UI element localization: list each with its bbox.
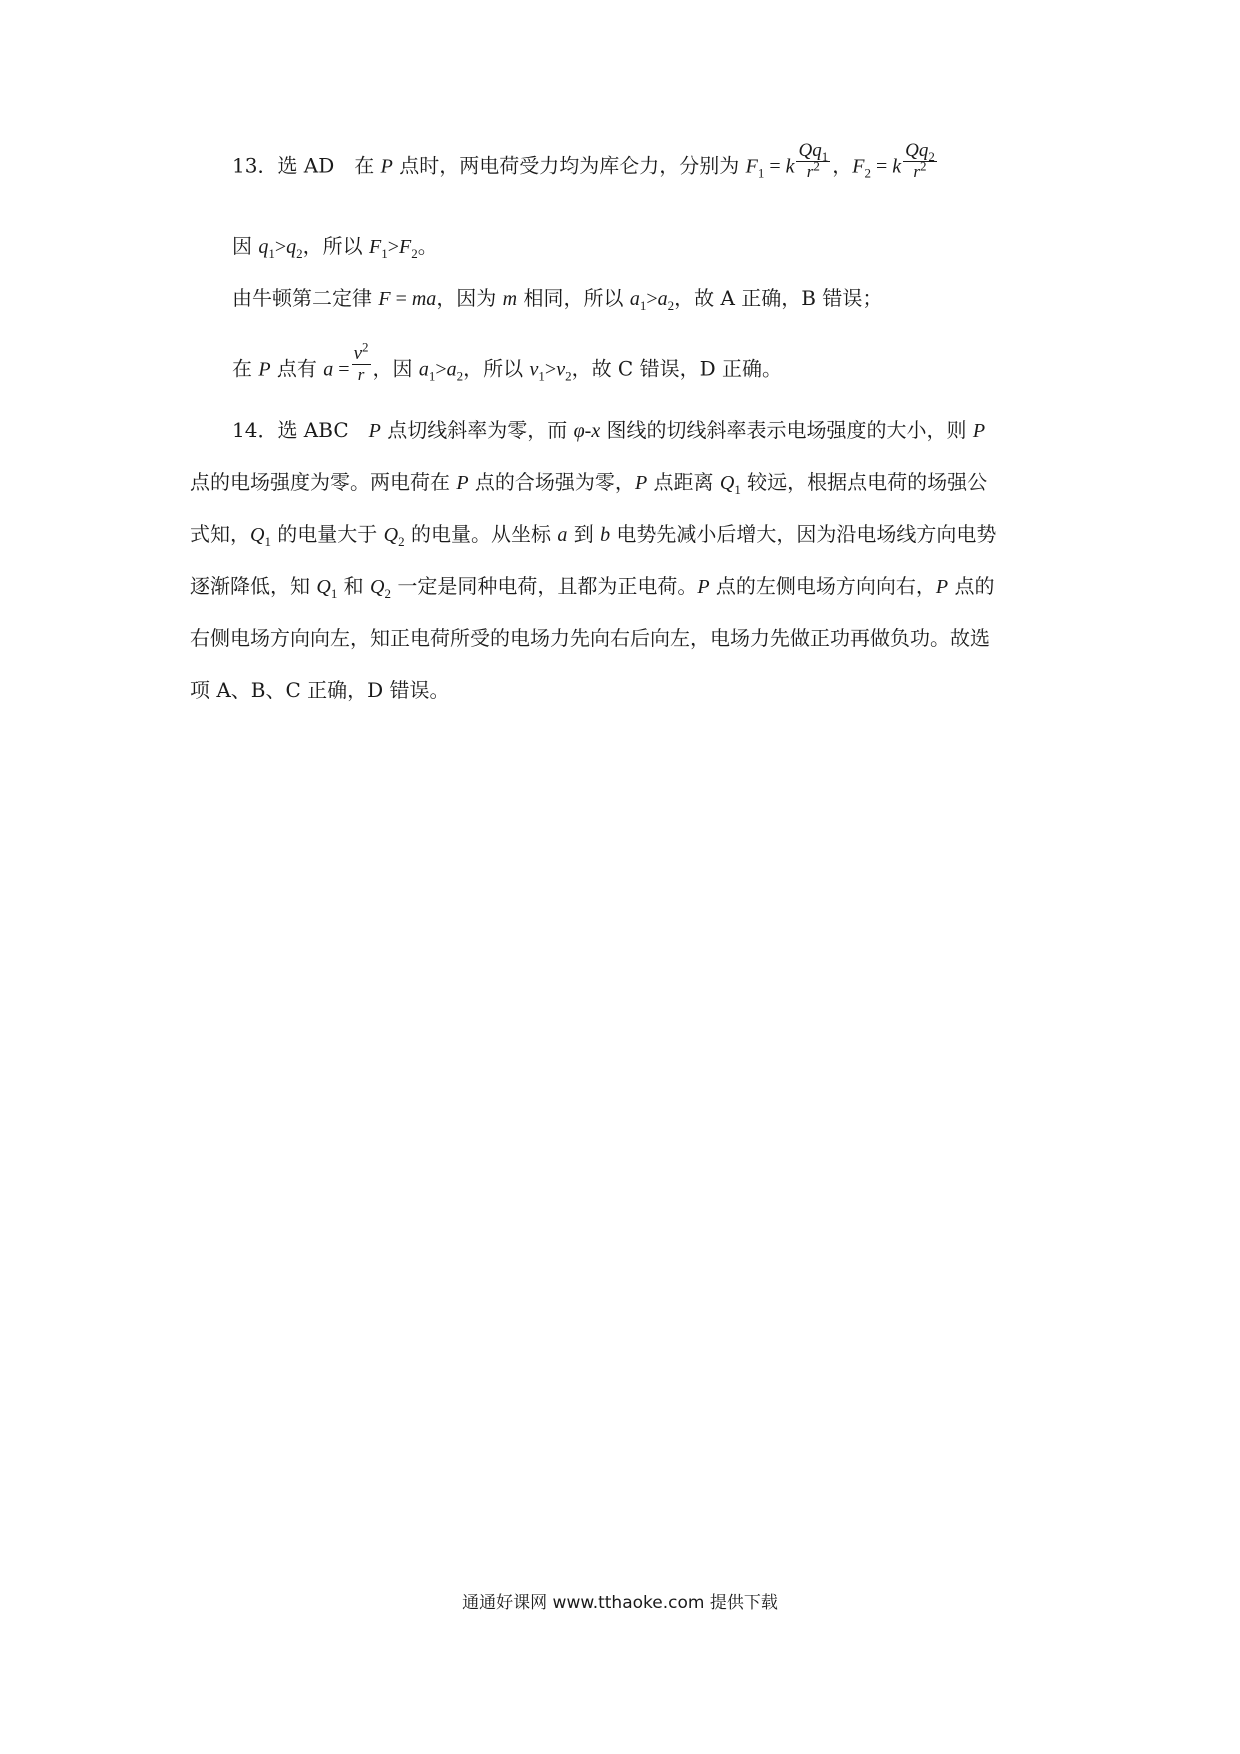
q13-line-3: 由牛顿第二定律 F = ma，因为 m 相同，所以 $a_1>a_2$，故 A 正确，B 错误； (232, 286, 883, 313)
fraction-Qq1-r2: $\frac{Qq_1}{r^2}$ (798, 140, 829, 181)
formula-F1: F (745, 155, 758, 178)
footer-download-note: 通通好课网 www.tthaoke.com 提供下载 (462, 1593, 778, 1613)
q14-line-4: 逐渐降低，知 $Q_1$ 和 $Q_2$ 一定是同种电荷，且都为正电荷。P 点的左侧电场方向向右，P 点的 (190, 574, 995, 601)
var-P: P (380, 155, 393, 178)
q13-line-1: 13．选 AD 在 P 点时，两电荷受力均为库仑力，分别为 $F_1 = k$ $\frac{Qq_1}{r^2}$ ，$F_2 = k$ $\frac{Qq_2}{r^2}$ (232, 140, 935, 181)
q14-line-1: 14．选 ABC P 点切线斜率为零，而 φ-x 图线的切线斜率表示电场强度的大小，则 P (232, 418, 986, 442)
q13-line-2: 因 $q_1>q_2$，所以 $F_1>F_2$。 (232, 234, 438, 261)
fraction-Qq2-r2: $\frac{Qq_2}{r^2}$ (905, 140, 935, 181)
fraction-v2-r: $\frac{v^2}{r}$ (353, 339, 369, 384)
q13-line-4: 在 P 点有 a = $\frac{v^2}{r}$ ，因 $a_1>a_2$，所以 $v_1>v_2$，故 C 错误，D 正确。 (232, 339, 782, 384)
q14-line-5: 右侧电场方向向左，知正电荷所受的电场力先向右后向左，电场力先做正功再做负功。故选 (190, 626, 990, 650)
q14-line-3: 式知，$Q_1$ 的电量大于 $Q_2$ 的电量。从坐标 a 到 b 电势先减小后增大，因为沿电场线方向电势 (190, 522, 997, 549)
q14-line-2: 点的电场强度为零。两电荷在 P 点的合场强为零，P 点距离 $Q_1$ 较远，根据点电荷的场强公 (190, 470, 988, 497)
q14-line-6: 项 A、B、C 正确，D 错误。 (190, 678, 450, 702)
formula-F2: F (852, 155, 865, 178)
